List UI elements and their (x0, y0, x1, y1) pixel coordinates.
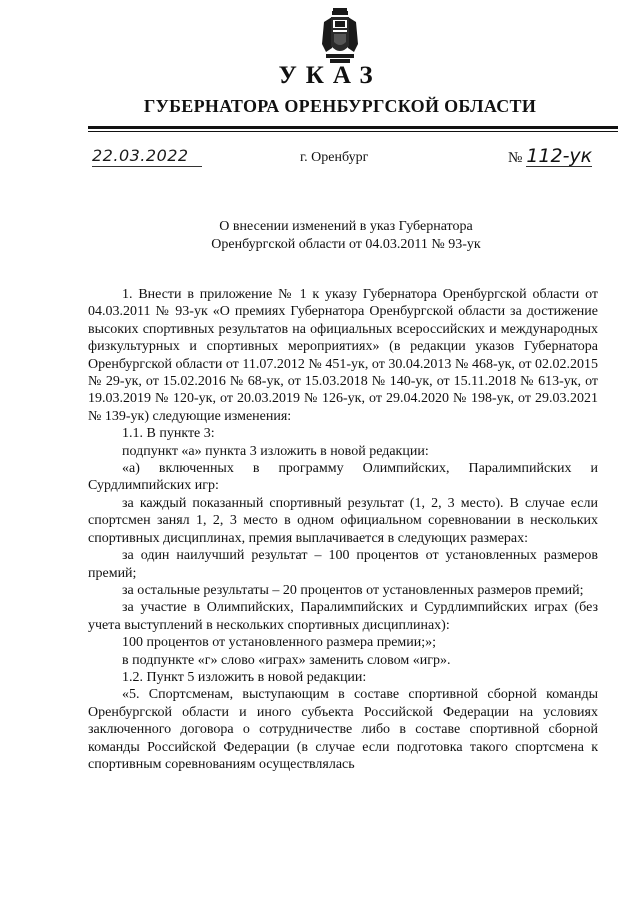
decree-date: 22.03.2022 (92, 146, 202, 167)
paragraph-8: за участие в Олимпийских, Паралимпийских и Сурдлимпийских играх (без учета выступлений в нескольких спортивных дисциплинах): (88, 600, 598, 633)
decree-heading: УКАЗ (278, 62, 382, 89)
paragraph-12: «5. Спортсменам, выступающим в составе спортивной сборной команды Оренбургской области и иного субъекта Российской Федерации на условиях заключенного договора о сотрудничестве либо в составе спортивной сборной команды Российской Федерации (в случае если подготовка такого спортсмена к спортивным соревнованиям осуществлялась (88, 687, 598, 772)
document-body (88, 286, 598, 773)
header-rule-thin (88, 131, 618, 132)
paragraph-9: 100 процентов от установленного размера премии;»; (122, 635, 437, 651)
paragraph-2: 1.1. В пункте 3: (122, 426, 215, 442)
document-title-line-2: Оренбургской области от 04.03.2011 № 93-ук (211, 237, 481, 252)
coat-of-arms-emblem (320, 8, 360, 66)
document-title (0, 218, 640, 254)
paragraph-6: за один наилучший результат – 100 процентов от установленных размеров премий; (88, 548, 598, 581)
paragraph-10: в подпункте «г» слово «играх» заменить словом «игр». (122, 652, 451, 668)
paragraph-1: 1. Внести в приложение № 1 к указу Губернатора Оренбургской области от 04.03.2011 № 93-ук «О премиях Губернатора Оренбургской области за достижение высоких спортивных результатов на официальных всероссийских и международных физкультурных и спортивных мероприятиях» (в редакции указов Губернатора Оренбургской области от 11.07.2012 № 451-ук, от 30.04.2013 № 468-ук, от 02.02.2015 № 29-ук, от 15.02.2016 № 68-ук, от 15.03.2018 № 140-ук, от 15.11.2018 № 613-ук, от 19.03.2019 № 120-ук, от 20.03.2019 № 126-ук, от 29.04.2020 № 198-ук, от 29.03.2021 № 139-ук) следующие изменения: (88, 287, 598, 424)
document-title-line-1: О внесении изменений в указ Губернатора (219, 219, 473, 234)
paragraph-5: за каждый показанный спортивный результат (1, 2, 3 место). В случае если спортсмен занял 1, 2, 3 место в одном официальном соревновании в нескольких спортивных дисциплинах, премия выплачивается в следующих размерах: (88, 495, 598, 546)
decree-number-value: 112-ук (526, 145, 593, 167)
governor-heading: ГУБЕРНАТОРА ОРЕНБУРГСКОЙ ОБЛАСТИ (143, 96, 537, 116)
header-rule-thick (88, 126, 618, 129)
number-sign: № (508, 150, 523, 166)
decree-number (508, 146, 592, 167)
paragraph-4: «а) включенных в программу Олимпийских, Паралимпийских и Сурдлимпийских игр: (88, 461, 598, 494)
paragraph-3: подпункт «а» пункта 3 изложить в новой редакции: (122, 443, 429, 459)
decree-city: г. Оренбург (300, 150, 369, 165)
paragraph-7: за остальные результаты – 20 процентов от установленных размеров премий; (122, 582, 584, 598)
paragraph-11: 1.2. Пункт 5 изложить в новой редакции: (122, 669, 367, 685)
